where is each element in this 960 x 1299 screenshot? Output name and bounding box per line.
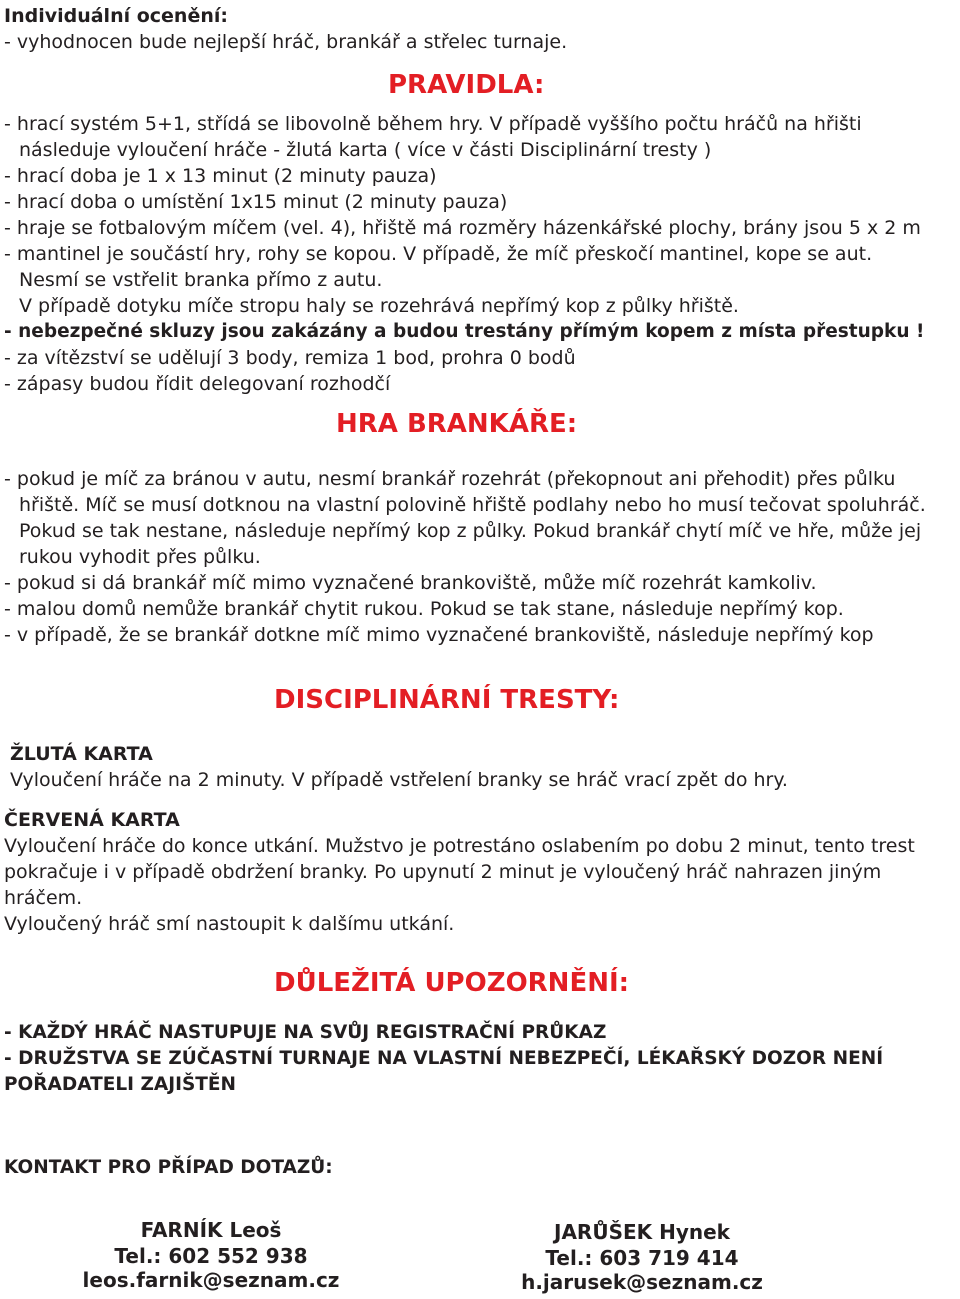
rules-heading: PRAVIDLA: [388,70,545,100]
contact-email[interactable]: h.jarusek@seznam.cz [521,1270,763,1294]
rules-line: - mantinel je součástí hry, rohy se kopou. V případě, že míč přeskočí mantinel, kope se aut. [4,243,873,265]
contact-email[interactable]: leos.farnik@seznam.cz [82,1268,340,1292]
rules-line: - hrací doba o umístění 1x15 minut (2 minuty pauza) [4,191,508,213]
contact-name: FARNÍK Leoš [140,1218,282,1242]
contact-phone: Tel.: 603 719 414 [545,1246,739,1270]
red-card-text: hráčem. [4,887,83,909]
awards-line: - vyhodnocen bude nejlepší hráč, brankář a střelec turnaje. [4,31,568,53]
goalkeeper-line: - v případě, že se brankář dotkne míč mimo vyznačené brankoviště, následuje nepřímý kop [4,624,874,646]
contact-card-farnik [66,1218,356,1292]
rules-line: - za vítězství se udělují 3 body, remiza 1 bod, prohra 0 bodů [4,347,576,369]
rules-line-emphasis: - nebezpečné skluzy jsou zakázány a budou trestány přímým kopem z místa přestupku ! [4,321,925,342]
goalkeeper-line: hřiště. Míč se musí dotknou na vlastní polovině hřiště podlahy nebo ho musí tečovat spoluhráč. [19,494,926,516]
rules-line: - hrací doba je 1 x 13 minut (2 minuty pauza) [4,165,437,187]
rules-line: - hraje se fotbalovým míčem (vel. 4), hřiště má rozměry házenkářské plochy, brány jsou 5 x 2 m [4,217,921,239]
goalkeeper-line: rukou vyhodit přes půlku. [19,546,261,568]
rules-line: - zápasy budou řídit delegovaní rozhodčí [4,373,391,395]
contact-phone: Tel.: 602 552 938 [114,1244,308,1268]
goalkeeper-line: - malou domů nemůže brankář chytit rukou. Pokud se tak stane, následuje nepřímý kop. [4,598,844,620]
yellow-card-title: ŽLUTÁ KARTA [10,743,153,765]
red-card-text: Vyloučení hráče do konce utkání. Mužstvo je potrestáno oslabením po dobu 2 minut, tento trest [4,835,915,857]
rules-line: V případě dotyku míče stropu haly se rozehrává nepřímý kop z půlky hřiště. [19,295,739,317]
important-line: - DRUŽSTVA SE ZÚČASTNÍ TURNAJE NA VLASTNÍ NEBEZPEČÍ, LÉKAŘSKÝ DOZOR NENÍ [4,1048,884,1069]
goalkeeper-heading: HRA BRANKÁŘE: [336,409,578,439]
important-heading: DŮLEŽITÁ UPOZORNĚNÍ: [274,968,630,998]
rules-line: následuje vyloučení hráče - žlutá karta ( více v části Disciplinární tresty ) [19,139,712,161]
goalkeeper-line: Pokud se tak nestane, následuje nepřímý kop z půlky. Pokud brankář chytí míč ve hře, může jej [19,520,922,542]
red-card-text: Vyloučený hráč smí nastoupit k dalšímu utkání. [4,913,455,935]
awards-heading: Individuální ocenění: [4,5,228,27]
yellow-card-text: Vyloučení hráče na 2 minuty. V případě vstřelení branky se hráč vrací zpět do hry. [10,769,788,791]
discipline-heading: DISCIPLINÁRNÍ TRESTY: [274,685,620,715]
important-line: - KAŽDÝ HRÁČ NASTUPUJE NA SVŮJ REGISTRAČNÍ PRŮKAZ [4,1022,607,1043]
rules-line: Nesmí se vstřelit branka přímo z autu. [19,269,383,291]
red-card-title: ČERVENÁ KARTA [4,809,180,831]
contact-card-jarusek [497,1220,787,1294]
red-card-text: pokračuje i v případě obdržení branky. Po upynutí 2 minut je vyloučený hráč nahrazen jiným [4,861,882,883]
important-line: POŘADATELI ZAJIŠTĚN [4,1074,237,1095]
contact-heading: KONTAKT PRO PŘÍPAD DOTAZŮ: [4,1157,333,1178]
contact-name: JARŮŠEK Hynek [554,1220,730,1244]
rules-line: - hrací systém 5+1, střídá se libovolně během hry. V případě vyššího počtu hráčů na hřišti [4,113,862,135]
goalkeeper-line: - pokud je míč za bránou v autu, nesmí brankář rozehrát (překopnout ani přehodit) přes půlku [4,468,896,490]
goalkeeper-line: - pokud si dá brankář míč mimo vyznačené brankoviště, může míč rozehrát kamkoliv. [4,572,817,594]
